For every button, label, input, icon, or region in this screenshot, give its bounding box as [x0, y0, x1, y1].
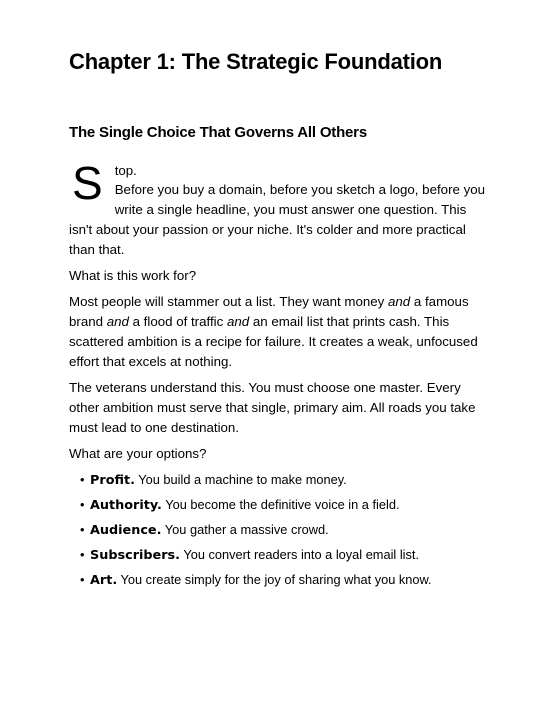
- list-item: [80, 545, 487, 566]
- bullet-icon: •: [80, 497, 85, 512]
- body-text: [69, 157, 487, 595]
- bullet-icon: •: [80, 572, 85, 587]
- paragraph-1: [69, 157, 487, 260]
- option-description: You gather a massive crowd.: [161, 522, 329, 537]
- option-term: Art.: [90, 573, 118, 588]
- paragraph-2: What is this work for?: [69, 268, 197, 283]
- paragraph-3-text-d: an email list that prints cash. This scattered ambition is a recipe for failure. It creates a weak, unfocused effort that excels at nothing.: [69, 314, 478, 369]
- list-item: [80, 495, 487, 516]
- paragraph-3: [69, 292, 487, 372]
- option-description: You become the definitive voice in a field.: [161, 497, 400, 512]
- paragraph-3-text-b: a famous brand: [69, 294, 469, 329]
- option-term: Subscribers.: [90, 548, 181, 563]
- option-description: You build a machine to make money.: [134, 472, 347, 487]
- options-list: [69, 470, 487, 591]
- list-item: [80, 570, 487, 591]
- section-title: The Single Choice That Governs All Others: [69, 124, 367, 141]
- paragraph-5: What are your options?: [69, 446, 207, 461]
- bullet-icon: •: [80, 472, 85, 487]
- option-term: Audience.: [90, 523, 162, 538]
- drop-cap: S: [72, 157, 103, 209]
- paragraph-3-text-a: Most people will stammer out a list. They want money: [69, 294, 389, 309]
- option-term: Authority.: [90, 498, 162, 513]
- paragraph-3-text-c: a flood of traffic: [128, 314, 227, 329]
- list-item: [80, 470, 487, 491]
- bullet-icon: •: [80, 522, 85, 537]
- emphasis-and: and: [226, 314, 250, 329]
- paragraph-1-first-line: top.: [114, 163, 137, 178]
- option-description: You convert readers into a loyal email list.: [180, 547, 420, 562]
- paragraph-4: The veterans understand this. You must choose one master. Every other ambition must serve that single, primary aim. All roads you take must lead to one destination.: [69, 380, 476, 435]
- emphasis-and: and: [106, 314, 129, 329]
- emphasis-and: and: [388, 294, 411, 309]
- chapter-title: Chapter 1: The Strategic Foundation: [69, 49, 443, 74]
- list-item: [80, 520, 487, 541]
- paragraph-1-text: Before you buy a domain, before you sketch a logo, before you write a single headline, you must answer one question. This isn't about your passion or your niche. It's colder and more practical than that.: [69, 182, 486, 257]
- option-term: Profit.: [90, 473, 135, 488]
- bullet-icon: •: [80, 547, 85, 562]
- option-description: You create simply for the joy of sharing what you know.: [117, 572, 432, 587]
